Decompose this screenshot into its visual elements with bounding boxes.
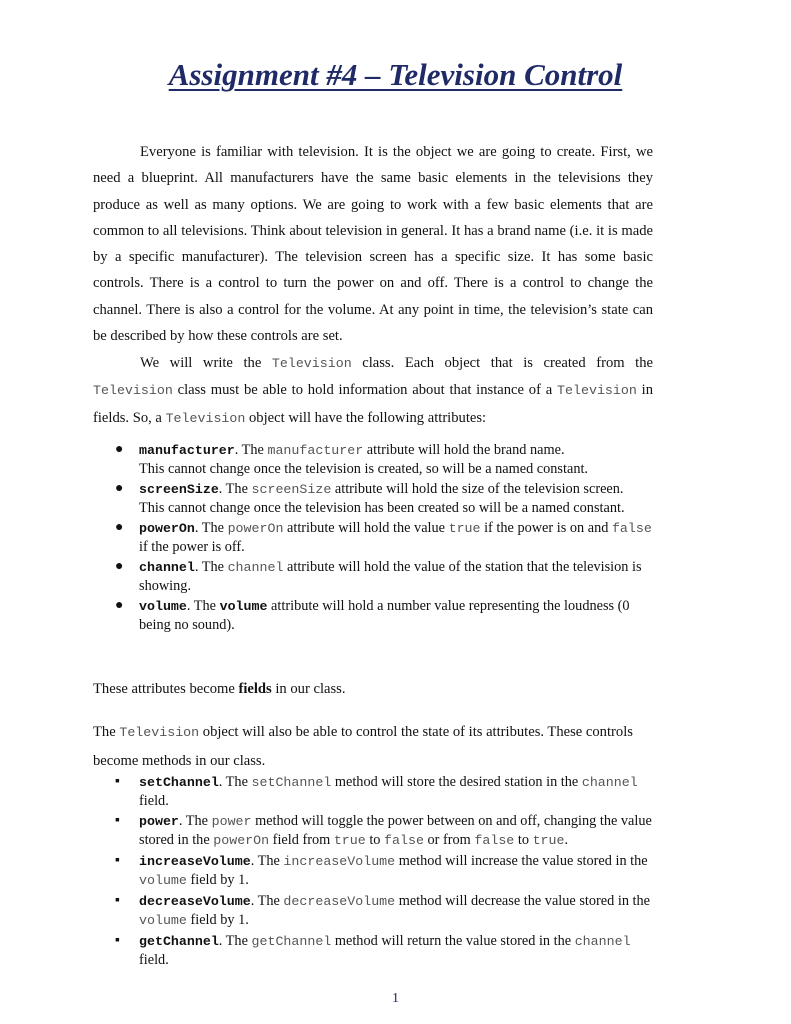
class-name-code-2: Television	[93, 383, 173, 399]
method-name: power	[139, 814, 179, 829]
attribute-name: channel	[139, 560, 195, 575]
method-desc: .	[564, 832, 569, 848]
attribute-item-manufacturer	[93, 441, 653, 478]
attribute-code: true	[448, 521, 481, 536]
method-code: false	[474, 833, 515, 848]
attribute-item-channel	[93, 558, 653, 595]
class-para-text-4: in fields. So, a	[93, 382, 653, 426]
bullet-dot-icon: ●	[115, 559, 124, 574]
method-desc: method will increase the value stored in the	[395, 853, 648, 869]
bullet-dot-icon: ●	[115, 442, 124, 457]
method-desc: field by 1.	[186, 872, 249, 888]
bullet-square-icon: ▪	[115, 813, 120, 828]
attribute-desc: attribute will hold the size of the television screen.	[331, 481, 624, 497]
method-code: increaseVolume	[283, 854, 396, 869]
attribute-extra: This cannot change once the television has been created so will be a named constant.	[139, 500, 625, 516]
attribute-code: powerOn	[227, 521, 284, 536]
fields-paragraph	[93, 681, 653, 698]
bullet-dot-icon: ●	[115, 598, 124, 613]
method-item-increasevolume	[93, 852, 653, 890]
attribute-code: manufacturer	[267, 443, 364, 458]
attribute-text: . The	[234, 442, 268, 458]
attribute-desc: if the power is off.	[139, 539, 245, 555]
method-name: setChannel	[139, 775, 219, 790]
attribute-extra: This cannot change once the television is created, so will be a named constant.	[139, 461, 589, 477]
method-desc: method will return the value stored in the	[331, 933, 575, 949]
attribute-item-screensize	[93, 480, 653, 517]
page-number: 1	[392, 991, 399, 1006]
attribute-desc: attribute will hold the brand name.	[363, 442, 565, 458]
method-desc: method will store the desired station in the	[331, 774, 582, 790]
method-text: . The	[218, 933, 252, 949]
attribute-text: . The	[186, 598, 220, 614]
method-code: power	[211, 814, 252, 829]
method-code: decreaseVolume	[283, 894, 396, 909]
class-para-text-5: object will have the following attributes:	[245, 409, 487, 426]
class-name-code-3: Television	[557, 383, 637, 399]
method-text: . The	[250, 893, 284, 909]
attribute-item-volume	[93, 597, 653, 634]
method-code: false	[384, 833, 424, 848]
method-text: . The	[218, 774, 252, 790]
method-name: increaseVolume	[139, 854, 251, 869]
method-code: channel	[574, 934, 631, 949]
method-name: getChannel	[139, 934, 219, 949]
class-para-text-2: class. Each object that is created from the	[351, 355, 653, 371]
method-code: true	[333, 833, 366, 848]
page-title: Assignment #4 – Television Control	[168, 57, 623, 92]
method-item-decreasevolume	[93, 892, 653, 930]
method-item-setchannel	[93, 773, 653, 810]
method-desc: field from	[269, 832, 334, 848]
attribute-name: powerOn	[139, 521, 195, 536]
method-code: setChannel	[251, 775, 332, 790]
method-desc: to	[514, 832, 533, 848]
method-item-power	[93, 812, 653, 850]
bullet-square-icon: ▪	[115, 933, 120, 948]
class-para-text-3: class must be able to hold information about that instance of a	[172, 382, 558, 399]
attribute-code: false	[611, 521, 652, 536]
bullet-square-icon: ▪	[115, 774, 120, 789]
method-text: . The	[178, 813, 212, 829]
method-text: . The	[250, 853, 284, 869]
attribute-code: channel	[227, 560, 284, 575]
methods-text: The	[93, 724, 120, 740]
method-code: getChannel	[251, 934, 332, 949]
method-desc: or from	[423, 832, 475, 848]
bullet-dot-icon: ●	[115, 520, 124, 535]
attribute-text: . The	[194, 520, 228, 536]
method-desc: field by 1.	[186, 912, 249, 928]
method-name: decreaseVolume	[139, 894, 251, 909]
intro-paragraph: Everyone is familiar with television. It is the object we are going to create. First, we need a blueprint. All manufacturers have the same basic elements in the televisions they produce as well as many options. We are going to work with a few basic elements that are common to all televisions. Think about television in general. It has a brand name (i.e. it is made by a specific manufacturer). The television screen has a specific size. It has some basic controls. There is a control to turn the power on and off. There is a control to change the channel. There is also a control for the volume. At any point in time, the television’s state can be described by how these controls are set.	[93, 144, 653, 345]
methods-code: Television	[119, 725, 200, 740]
attribute-desc: attribute will hold the value of the station that the television is showing.	[139, 559, 642, 594]
method-desc: field.	[139, 952, 169, 968]
fields-text: in our class.	[271, 681, 346, 697]
method-code: channel	[581, 775, 638, 790]
methods-text: object will also be able to control the state of its attributes. These controls become methods in our class.	[93, 724, 633, 769]
bullet-square-icon: ▪	[115, 893, 120, 908]
attribute-name: screenSize	[139, 482, 219, 497]
fields-bold: fields	[238, 681, 272, 697]
method-desc: method will toggle the power between on and off, changing the value stored in the	[139, 813, 652, 848]
class-name-code-4: Television	[165, 410, 246, 426]
fields-text: These attributes become	[93, 681, 239, 697]
attribute-code: screenSize	[251, 482, 332, 497]
method-code: powerOn	[213, 833, 270, 848]
class-paragraph	[93, 350, 653, 432]
bullet-square-icon: ▪	[115, 853, 120, 868]
method-code: volume	[139, 913, 187, 928]
methods-paragraph	[93, 718, 653, 776]
attribute-text: . The	[194, 559, 228, 575]
attribute-name: manufacturer	[139, 443, 235, 458]
method-code: true	[532, 833, 565, 848]
class-para-text-1: We will write the	[140, 355, 272, 371]
method-desc: to	[365, 832, 385, 848]
attribute-text: . The	[218, 481, 252, 497]
attribute-desc: if the power is on and	[480, 520, 612, 536]
attribute-desc: attribute will hold a number value representing the loudness (0 being no sound).	[139, 598, 630, 633]
method-list	[93, 773, 653, 971]
class-name-code-1: Television	[271, 356, 352, 371]
method-code: volume	[139, 873, 187, 888]
method-desc: method will decrease the value stored in the	[395, 893, 651, 909]
attribute-code: volume	[219, 599, 268, 614]
attribute-list	[93, 441, 653, 636]
attribute-item-poweron	[93, 519, 653, 556]
method-item-getchannel	[93, 932, 653, 969]
method-desc: field.	[139, 793, 169, 809]
attribute-name: volume	[139, 599, 187, 614]
attribute-desc: attribute will hold the value	[283, 520, 449, 536]
bullet-dot-icon: ●	[115, 481, 124, 496]
